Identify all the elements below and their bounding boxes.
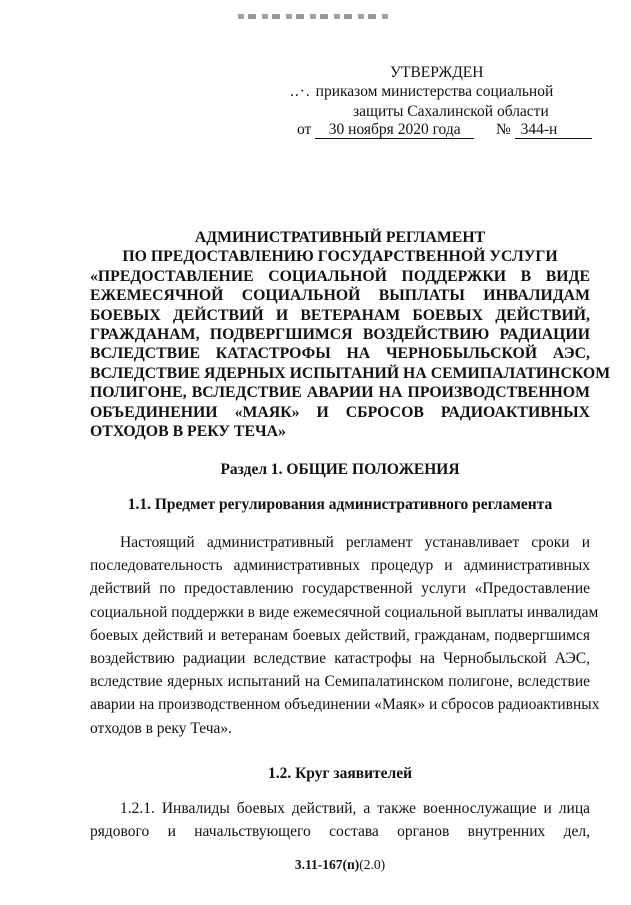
title-line: «ПРЕДОСТАВЛЕНИЕ СОЦИАЛЬНОЙ ПОДДЕРЖКИ В ВИДЕ [90,267,590,285]
section-heading: Раздел 1. ОБЩИЕ ПОЛОЖЕНИЯ [220,461,460,478]
paragraph-line: аварии на производственном объединении «Маяк» и сбросов радиоактивных [90,696,600,714]
paragraph-line: боевых действий и ветеранам боевых действий, гражданам, подвергшимся [90,626,590,644]
approval-order-line [290,82,553,101]
paragraph-line: действий по предоставлению государственной услуги «Предоставление [90,580,590,598]
paragraph-line: воздействию радиации вследствие катастрофы на Чернобыльской АЭС, [90,650,590,668]
subsection-heading-1-1: 1.1. Предмет регулирования административного регламента [127,496,553,513]
title-line: ОБЪЕДИНЕНИИ «МАЯК» И СБРОСОВ РАДИОАКТИВНЫХ [90,403,590,421]
approval-status: УТВЕРЖДЕН [390,64,484,81]
title-line: ВСЛЕДСТВИЕ ЯДЕРНЫХ ИСПЫТАНИЙ НА СЕМИПАЛАТИНСКОМ [90,364,611,382]
title-line: ВСЛЕДСТВИЕ КАТАСТРОФЫ НА ЧЕРНОБЫЛЬСКОЙ АЭС, [90,345,590,363]
scan-dots: ..·. [290,83,316,100]
title-line: ПОЛИГОНЕ, ВСЛЕДСТВИЕ АВАРИИ НА ПРОИЗВОДСТВЕННОМ [90,384,590,402]
document-code [90,857,590,873]
paragraph-1-2-1 [90,797,590,843]
title-line: АДМИНИСТРАТИВНЫЙ РЕГЛАМЕНТ [194,229,486,246]
title-line: ОТХОДОВ В РЕКУ ТЕЧА» [90,423,286,441]
paragraph-line: вследствие ядерных испытаний на Семипалатинском полигоне, вследствие [90,673,590,691]
subsection-heading-1-2: 1.2. Круг заявителей [267,765,413,782]
scan-artifact [238,14,388,19]
paragraph-1-1 [90,531,600,740]
document-title [90,228,611,441]
approval-order-text: приказом министерства социальной [315,83,554,100]
document-code-bold: 3.11-167(п) [294,857,360,872]
paragraph-line: отходов в реку Теча». [90,719,233,737]
title-line: ГРАЖДАНАМ, ПОДВЕРГШИМСЯ ВОЗДЕЙСТВИЮ РАДИАЦИИ [90,326,590,344]
paragraph-line: социальной поддержки в виде ежемесячной социальной выплаты инвалидам [90,603,599,621]
title-line: ЕЖЕМЕСЯЧНОЙ СОЦИАЛЬНОЙ ВЫПЛАТЫ ИНВАЛИДАМ [90,287,590,305]
title-line: БОЕВЫХ ДЕЙСТВИЙ И ВЕТЕРАНАМ БОЕВЫХ ДЕЙСТВИЙ, [90,306,590,324]
approval-number: 344-н [515,121,592,139]
approval-date: 30 ноября 2020 года [315,121,474,139]
approval-ministry-line: защиты Сахалинской области [353,103,549,120]
paragraph-line: последовательность административных процедур и административных [90,557,590,575]
from-label: от [297,121,312,138]
paragraph-line: 1.2.1. Инвалиды боевых действий, а также военнослужащие и лица [120,800,590,817]
paragraph-line: Настоящий административный регламент устанавливает сроки и [120,534,590,551]
title-line: ПО ПРЕДОСТАВЛЕНИЮ ГОСУДАРСТВЕННОЙ УСЛУГИ [122,248,558,266]
paragraph-line: рядового и начальствующего состава органов внутренних дел, [90,823,590,841]
document-code-version: (2.0) [359,857,386,872]
number-label: № [495,121,511,138]
approval-date-line [297,120,592,139]
